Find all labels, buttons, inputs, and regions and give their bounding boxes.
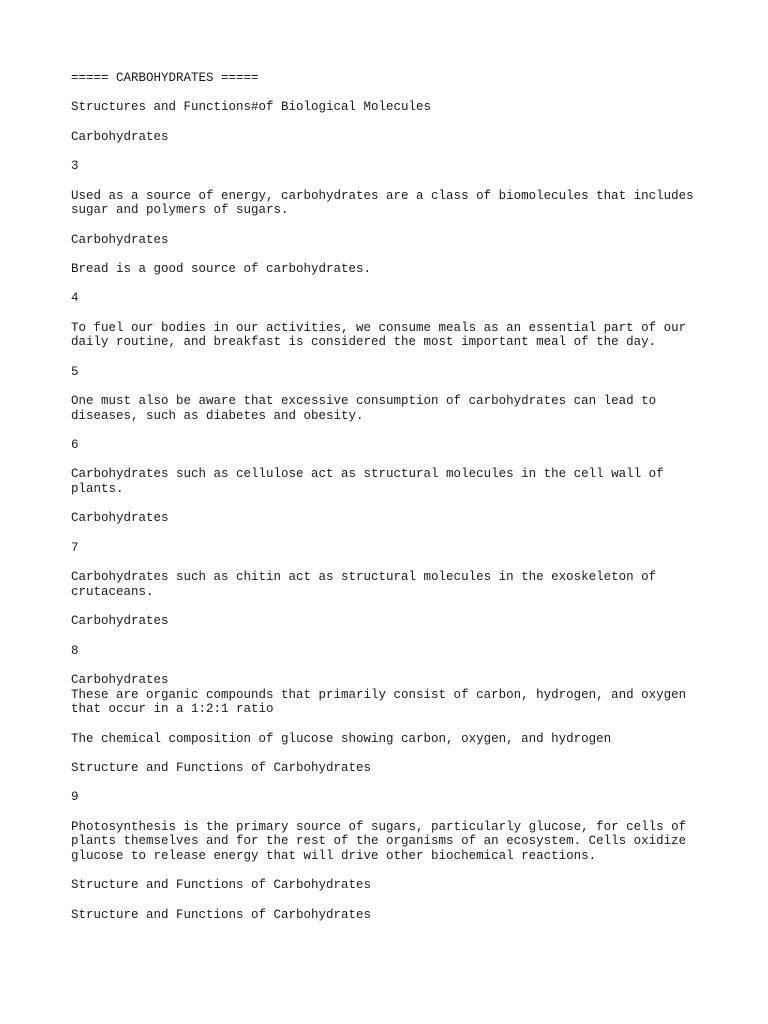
caption: The chemical composition of glucose showing carbon, oxygen, and hydrogen	[71, 731, 612, 746]
slide-title: Structure and Functions of Carbohydrates	[71, 760, 372, 775]
subtitle: Structures and Functions#of Biological Molecules	[71, 100, 432, 115]
slide-number: 8	[71, 643, 79, 658]
slide-title: Carbohydrates	[71, 511, 169, 526]
slide-title: Structure and Functions of Carbohydrates	[71, 878, 372, 893]
slide-number: 6	[71, 438, 79, 453]
slide-number: 5	[71, 364, 79, 379]
body-paragraph: Carbohydrates such as chitin act as structural molecules in the exoskeleton of crutaceans.	[71, 570, 657, 599]
caption: Bread is a good source of carbohydrates.	[71, 261, 372, 276]
body-paragraph: Used as a source of energy, carbohydrates are a class of biomolecules that includes sugar and polymers of sugars.	[71, 188, 694, 218]
body-paragraph: Photosynthesis is the primary source of sugars, particularly glucose, for cells of plants themselves and for the rest of the organisms of an ecosystem. Cells oxidize glucose to release energy that will drive other biochemical reactions.	[71, 819, 687, 863]
body-paragraph: To fuel our bodies in our activities, we consume meals as an essential part of our daily routine, and breakfast is considered the most important meal of the day.	[71, 320, 687, 350]
slide-title: Carbohydrates	[71, 614, 169, 629]
document-page	[71, 71, 711, 937]
slide-number: 3	[71, 159, 79, 174]
section-heading: ===== CARBOHYDRATES =====	[71, 71, 259, 85]
slide-number: 4	[71, 291, 79, 306]
slide-number: 9	[71, 790, 79, 805]
body-paragraph: Carbohydrates such as cellulose act as structural molecules in the cell wall of plants.	[71, 467, 664, 497]
body-paragraph: Carbohydrates These are organic compounds that primarily consist of carbon, hydrogen, and oxygen that occur in a 1:2:1 ratio	[71, 673, 687, 717]
slide-title: Carbohydrates	[71, 232, 169, 247]
slide-number: 7	[71, 540, 79, 555]
slide-title: Carbohydrates	[71, 129, 169, 144]
body-paragraph: One must also be aware that excessive consumption of carbohydrates can lead to diseases, such as diabetes and obesity.	[71, 394, 657, 423]
slide-title: Structure and Functions of Carbohydrates	[71, 907, 372, 922]
